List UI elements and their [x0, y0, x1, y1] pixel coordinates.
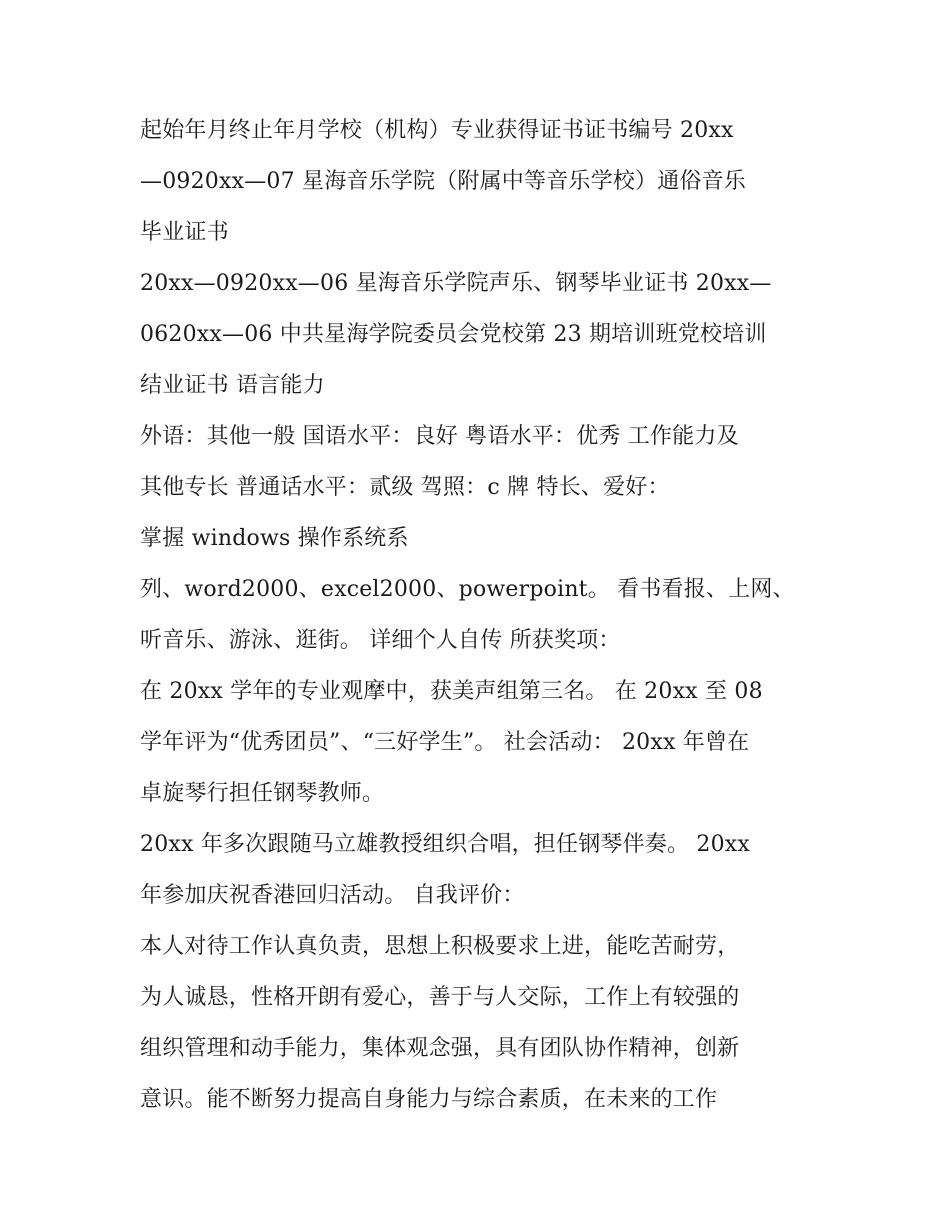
text-line: 本人对待工作认真负责，思想上积极要求上进，能吃苦耐劳，	[140, 934, 740, 959]
text-line: 为人诚恳，性格开朗有爱心，善于与人交际，工作上有较强的	[140, 985, 740, 1010]
text-line: 其他专长 普通话水平：贰级 驾照：c 牌 特长、爱好：	[140, 475, 670, 500]
document-body	[140, 105, 830, 1125]
text-line: 起始年月终止年月学校（机构）专业获得证书证书编号 20xx	[140, 118, 734, 143]
text-line: 掌握 windows 操作系统系	[140, 526, 409, 551]
text-line: 毕业证书	[140, 220, 229, 245]
text-line: 卓旋琴行担任钢琴教师。	[140, 781, 385, 806]
text-line: 组织管理和动手能力，集体观念强，具有团队协作精神，创新	[140, 1036, 740, 1061]
text-line: 列、word2000、excel2000、powerpoint。 看书看报、上网、	[140, 577, 795, 602]
text-line: 年参加庆祝香港回归活动。 自我评价：	[140, 883, 525, 908]
text-line: 外语：其他一般 国语水平：良好 粤语水平：优秀 工作能力及	[140, 424, 739, 449]
text-line: —0920xx—07 星海音乐学院（附属中等音乐学校）通俗音乐	[140, 169, 746, 194]
text-line: 听音乐、游泳、逛街。 详细个人自传 所获奖项：	[140, 628, 621, 653]
text-line: 学年评为“优秀团员”、“三好学生”。 社会活动： 20xx 年曾在	[140, 730, 750, 755]
text-line: 20xx 年多次跟随马立雄教授组织合唱，担任钢琴伴奏。 20xx	[140, 832, 751, 857]
text-line: 在 20xx 学年的专业观摩中，获美声组第三名。 在 20xx 至 08	[140, 679, 763, 704]
text-line: 结业证书 语言能力	[140, 373, 325, 398]
text-line: 意识。能不断努力提高自身能力与综合素质，在未来的工作	[140, 1087, 718, 1112]
text-line: 20xx—0920xx—06 星海音乐学院声乐、钢琴毕业证书 20xx—	[140, 271, 772, 296]
text-line: 0620xx—06 中共星海学院委员会党校第 23 期培训班党校培训	[140, 322, 767, 347]
